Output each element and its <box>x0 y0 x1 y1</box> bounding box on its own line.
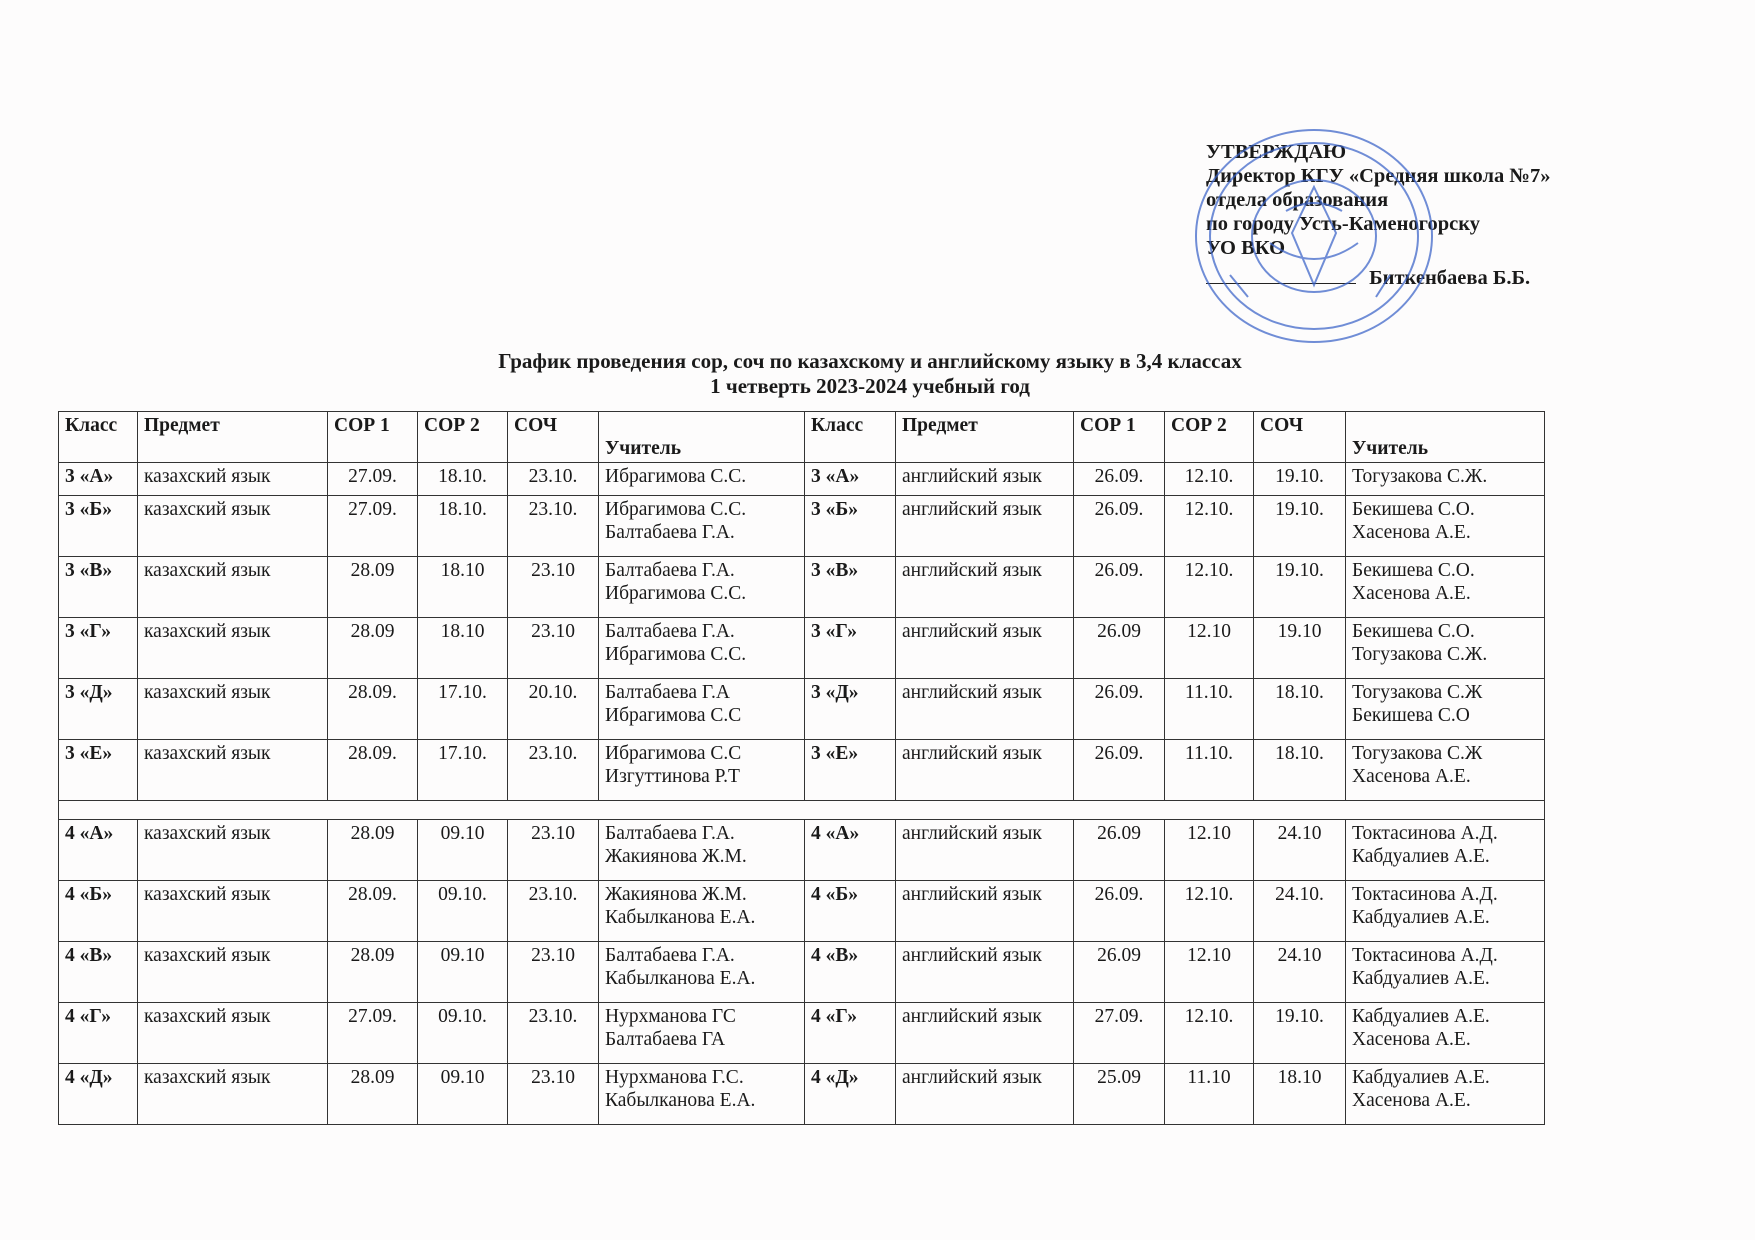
class-cell: 3 «Г» <box>59 618 138 679</box>
subject-cell: казахский язык <box>138 740 328 801</box>
subject-cell: английский язык <box>896 740 1074 801</box>
class-cell: 3 «Б» <box>805 496 896 557</box>
soch-cell: 19.10. <box>1254 496 1346 557</box>
header-cell: Предмет <box>138 412 328 463</box>
sor1-cell: 26.09. <box>1074 679 1165 740</box>
sor2-cell: 18.10 <box>418 557 508 618</box>
sor2-cell: 12.10 <box>1165 820 1254 881</box>
sor2-cell: 12.10. <box>1165 557 1254 618</box>
teacher-cell: Ибрагимова С.С. <box>599 463 805 496</box>
header-cell: СОЧ <box>1254 412 1346 463</box>
subject-cell: английский язык <box>896 463 1074 496</box>
sor1-cell: 28.09 <box>328 1064 418 1125</box>
subject-cell: казахский язык <box>138 679 328 740</box>
header-cell: СОР 2 <box>1165 412 1254 463</box>
class-cell: 3 «Г» <box>805 618 896 679</box>
table-header-row <box>59 412 1545 463</box>
class-cell: 3 «Е» <box>59 740 138 801</box>
table-row <box>59 1003 1545 1064</box>
header-cell: СОР 1 <box>328 412 418 463</box>
table-row <box>59 820 1545 881</box>
teacher-cell: Токтасинова А.Д. Кабдуалиев А.Е. <box>1346 820 1545 881</box>
sor1-cell: 25.09 <box>1074 1064 1165 1125</box>
teacher-cell: Нурхманова ГС Балтабаева ГА <box>599 1003 805 1064</box>
subject-cell: казахский язык <box>138 820 328 881</box>
soch-cell: 19.10 <box>1254 618 1346 679</box>
header-cell: СОР 1 <box>1074 412 1165 463</box>
subject-cell: английский язык <box>896 679 1074 740</box>
class-cell: 3 «Б» <box>59 496 138 557</box>
sor2-cell: 12.10. <box>1165 1003 1254 1064</box>
sor2-cell: 12.10. <box>1165 496 1254 557</box>
table-row <box>59 1064 1545 1125</box>
subject-cell: английский язык <box>896 820 1074 881</box>
subject-cell: казахский язык <box>138 496 328 557</box>
approval-block <box>1206 140 1726 290</box>
header-cell: СОР 2 <box>418 412 508 463</box>
class-cell: 3 «А» <box>805 463 896 496</box>
class-cell: 3 «В» <box>805 557 896 618</box>
soch-cell: 19.10. <box>1254 463 1346 496</box>
soch-cell: 23.10 <box>508 942 599 1003</box>
teacher-cell: Тогузакова С.Ж. <box>1346 463 1545 496</box>
teacher-cell: Токтасинова А.Д. Кабдуалиев А.Е. <box>1346 942 1545 1003</box>
table-row <box>59 557 1545 618</box>
sor2-cell: 12.10. <box>1165 463 1254 496</box>
sor1-cell: 28.09 <box>328 618 418 679</box>
signatory-name: Биткенбаева Б.Б. <box>1369 267 1531 289</box>
sor1-cell: 28.09 <box>328 942 418 1003</box>
class-cell: 4 «Б» <box>805 881 896 942</box>
class-cell: 4 «В» <box>59 942 138 1003</box>
subject-cell: казахский язык <box>138 557 328 618</box>
header-cell: Предмет <box>896 412 1074 463</box>
table-row <box>59 618 1545 679</box>
soch-cell: 24.10. <box>1254 881 1346 942</box>
soch-cell: 19.10. <box>1254 557 1346 618</box>
approval-heading: УТВЕРЖДАЮ <box>1206 141 1347 163</box>
table-row <box>59 496 1545 557</box>
approval-line: по городу Усть-Каменогорску <box>1206 213 1480 235</box>
sor1-cell: 26.09. <box>1074 557 1165 618</box>
teacher-cell: Жакиянова Ж.М. Кабылканова Е.А. <box>599 881 805 942</box>
sor1-cell: 27.09. <box>328 496 418 557</box>
soch-cell: 23.10. <box>508 740 599 801</box>
class-cell: 4 «В» <box>805 942 896 1003</box>
soch-cell: 23.10 <box>508 1064 599 1125</box>
soch-cell: 24.10 <box>1254 942 1346 1003</box>
sor2-cell: 11.10. <box>1165 679 1254 740</box>
sor2-cell: 11.10. <box>1165 740 1254 801</box>
subject-cell: английский язык <box>896 496 1074 557</box>
sor2-cell: 09.10 <box>418 942 508 1003</box>
soch-cell: 18.10 <box>1254 1064 1346 1125</box>
sor2-cell: 18.10 <box>418 618 508 679</box>
table-row <box>59 942 1545 1003</box>
separator-cell <box>59 801 1545 820</box>
teacher-cell: Ибрагимова С.С Изгуттинова Р.Т <box>599 740 805 801</box>
table-row <box>59 679 1545 740</box>
subject-cell: казахский язык <box>138 618 328 679</box>
signature-line <box>1206 266 1726 290</box>
table-row <box>59 463 1545 496</box>
document-title <box>300 349 1440 399</box>
class-cell: 4 «А» <box>59 820 138 881</box>
class-cell: 4 «А» <box>805 820 896 881</box>
sor1-cell: 28.09. <box>328 881 418 942</box>
class-cell: 4 «Г» <box>59 1003 138 1064</box>
subject-cell: английский язык <box>896 1064 1074 1125</box>
class-cell: 3 «Е» <box>805 740 896 801</box>
sor1-cell: 28.09 <box>328 820 418 881</box>
teacher-cell: Бекишева С.О. Хасенова А.Е. <box>1346 557 1545 618</box>
soch-cell: 23.10 <box>508 820 599 881</box>
teacher-cell: Балтабаева Г.А Ибрагимова С.С <box>599 679 805 740</box>
subject-cell: казахский язык <box>138 1064 328 1125</box>
sor1-cell: 27.09. <box>328 463 418 496</box>
teacher-cell: Тогузакова С.Ж Хасенова А.Е. <box>1346 740 1545 801</box>
class-cell: 4 «Д» <box>805 1064 896 1125</box>
sor2-cell: 09.10 <box>418 820 508 881</box>
sor1-cell: 26.09 <box>1074 820 1165 881</box>
sor1-cell: 26.09. <box>1074 463 1165 496</box>
sor1-cell: 28.09. <box>328 740 418 801</box>
teacher-cell: Балтабаева Г.А. Кабылканова Е.А. <box>599 942 805 1003</box>
class-cell: 3 «Д» <box>59 679 138 740</box>
header-cell: СОЧ <box>508 412 599 463</box>
sor1-cell: 26.09 <box>1074 618 1165 679</box>
sor2-cell: 11.10 <box>1165 1064 1254 1125</box>
soch-cell: 23.10 <box>508 557 599 618</box>
subject-cell: английский язык <box>896 557 1074 618</box>
soch-cell: 23.10. <box>508 496 599 557</box>
teacher-cell: Нурхманова Г.С. Кабылканова Е.А. <box>599 1064 805 1125</box>
class-cell: 4 «Д» <box>59 1064 138 1125</box>
soch-cell: 23.10. <box>508 463 599 496</box>
subject-cell: казахский язык <box>138 881 328 942</box>
teacher-cell: Бекишева С.О. Хасенова А.Е. <box>1346 496 1545 557</box>
schedule-table <box>58 411 1545 1125</box>
sor1-cell: 27.09. <box>1074 1003 1165 1064</box>
teacher-cell: Балтабаева Г.А. Ибрагимова С.С. <box>599 557 805 618</box>
subject-cell: казахский язык <box>138 1003 328 1064</box>
title-line-1: График проведения сор, соч по казахскому и английскому языку в 3,4 классах <box>498 349 1242 373</box>
class-cell: 3 «Д» <box>805 679 896 740</box>
subject-cell: английский язык <box>896 881 1074 942</box>
sor1-cell: 26.09 <box>1074 942 1165 1003</box>
signature-blank <box>1206 283 1356 284</box>
subject-cell: казахский язык <box>138 942 328 1003</box>
sor1-cell: 28.09. <box>328 679 418 740</box>
sor2-cell: 12.10. <box>1165 881 1254 942</box>
teacher-cell: Кабдуалиев А.Е. Хасенова А.Е. <box>1346 1064 1545 1125</box>
teacher-cell: Бекишева С.О. Тогузакова С.Ж. <box>1346 618 1545 679</box>
table-row <box>59 740 1545 801</box>
class-cell: 3 «А» <box>59 463 138 496</box>
subject-cell: английский язык <box>896 1003 1074 1064</box>
soch-cell: 23.10. <box>508 1003 599 1064</box>
teacher-cell: Ибрагимова С.С. Балтабаева Г.А. <box>599 496 805 557</box>
separator-row <box>59 801 1545 820</box>
class-cell: 4 «Г» <box>805 1003 896 1064</box>
header-cell: Класс <box>805 412 896 463</box>
class-cell: 4 «Б» <box>59 881 138 942</box>
sor2-cell: 09.10 <box>418 1064 508 1125</box>
sor2-cell: 12.10 <box>1165 942 1254 1003</box>
teacher-cell: Токтасинова А.Д. Кабдуалиев А.Е. <box>1346 881 1545 942</box>
sor2-cell: 12.10 <box>1165 618 1254 679</box>
sor2-cell: 17.10. <box>418 740 508 801</box>
header-cell: Класс <box>59 412 138 463</box>
sor2-cell: 17.10. <box>418 679 508 740</box>
soch-cell: 20.10. <box>508 679 599 740</box>
soch-cell: 23.10 <box>508 618 599 679</box>
teacher-cell: Балтабаева Г.А. Ибрагимова С.С. <box>599 618 805 679</box>
class-cell: 3 «В» <box>59 557 138 618</box>
sor1-cell: 26.09. <box>1074 881 1165 942</box>
soch-cell: 18.10. <box>1254 679 1346 740</box>
subject-cell: английский язык <box>896 942 1074 1003</box>
subject-cell: казахский язык <box>138 463 328 496</box>
sor1-cell: 26.09. <box>1074 740 1165 801</box>
sor2-cell: 18.10. <box>418 463 508 496</box>
sor1-cell: 28.09 <box>328 557 418 618</box>
header-cell: Учитель <box>1346 412 1545 463</box>
approval-line: УО ВКО <box>1206 237 1286 259</box>
soch-cell: 18.10. <box>1254 740 1346 801</box>
soch-cell: 23.10. <box>508 881 599 942</box>
soch-cell: 24.10 <box>1254 820 1346 881</box>
sor1-cell: 26.09. <box>1074 496 1165 557</box>
sor2-cell: 18.10. <box>418 496 508 557</box>
sor1-cell: 27.09. <box>328 1003 418 1064</box>
soch-cell: 19.10. <box>1254 1003 1346 1064</box>
approval-line: Директор КГУ «Средняя школа №7» <box>1206 165 1551 187</box>
sor2-cell: 09.10. <box>418 881 508 942</box>
teacher-cell: Балтабаева Г.А. Жакиянова Ж.М. <box>599 820 805 881</box>
subject-cell: английский язык <box>896 618 1074 679</box>
approval-line: отдела образования <box>1206 189 1389 211</box>
header-cell: Учитель <box>599 412 805 463</box>
title-line-2: 1 четверть 2023-2024 учебный год <box>710 374 1030 398</box>
sor2-cell: 09.10. <box>418 1003 508 1064</box>
teacher-cell: Кабдуалиев А.Е. Хасенова А.Е. <box>1346 1003 1545 1064</box>
table-row <box>59 881 1545 942</box>
teacher-cell: Тогузакова С.Ж Бекишева С.О <box>1346 679 1545 740</box>
